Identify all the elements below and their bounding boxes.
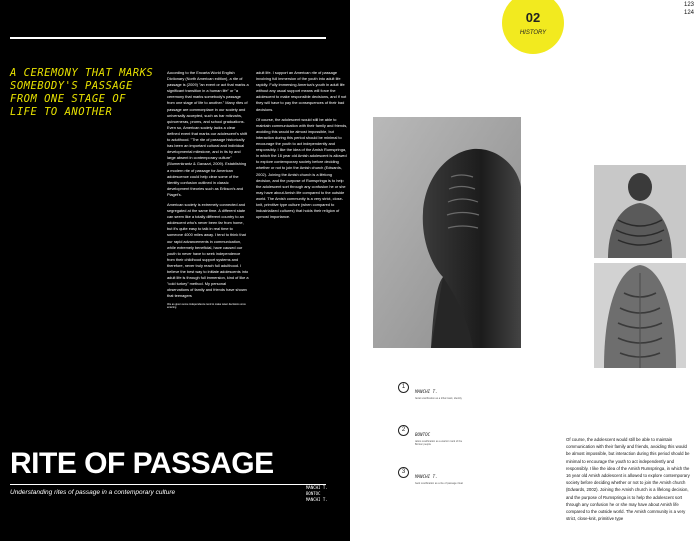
body-paragraph: adult life. I support an American rite of passage involving full immersion of the youth into adult life rapidly. Fully immersing America's youth in adult life without any usual support means will force the adolescent to make responsible decisions, and if not they will have to pay the consequences of their bad decisions.: [256, 70, 347, 112]
tattooed-man-photo: [594, 165, 686, 258]
top-rule: [10, 37, 326, 39]
caption-name: MANCHI T.: [415, 389, 438, 394]
bottom-rule: [10, 484, 326, 485]
caption-name: BONTOC: [415, 432, 431, 437]
section-number: 02: [525, 10, 541, 25]
page-title: RITE OF PASSAGE: [10, 447, 274, 480]
caption-name: MANCHI T.: [415, 474, 438, 479]
body-footnote: this as given some independence tend to make wiser decisions once entering: [167, 303, 246, 310]
body-column-2: [256, 70, 348, 224]
profile-portrait-photo: [373, 117, 521, 348]
page-number: 123: [683, 2, 694, 8]
back-scarification-photo: [594, 263, 686, 368]
body-paragraph: According to the Encarta World English Dictionary (North American edition), a rite of passage is (2009) "an event or act that marks a significant transition in a human life" or "a ceremony that marks somebody's passage from one stage of life to another." Many rites of passage are commonplace in our society and universally accepted, such as bar mitzvahs, quinceneras, proms, and school graduations. Even so, American society lacks a clear defined event that marks our adolescent's shift to adulthood. "The rite of passage historically has been an important cultural and individual developmental milestone, and in its by and large absent in contemporary culture" (Blumenkrantz & Gavazzi, 2009). Establishing a modern rite of passage for American adolescence could help clear some of the identity confusion outlined in classic development theories such as Erikson's and Piaget's.: [167, 70, 249, 197]
body-paragraph: Of course, the adolescent would still be able to maintain communication with their family and friends, avoiding this would be almost impossible, but interaction during this period should be minimal to encourage the youth to act independently and responsibly. I like the idea of the Amish Rumspringa, in which the 16 year old Amish adolescent is allowed to explore contemporary society before deciding whether or not to join the Amish church (Edwards, 2002). Joining the Amish church is a lifelong decision, and the purpose of Rumspringa is to help the adolescent sort through any confusion he or she may have about Amish life compared to the outside world. The Amish community is a very strict, close-knit, primitive type culture (when compared to industrialized cultures) that holds their religion of upmost importance.: [256, 116, 348, 220]
caption-number: 2: [398, 425, 409, 436]
page-number: 124: [683, 10, 694, 16]
caption-number: 1: [398, 382, 409, 393]
right-page: [350, 0, 700, 541]
caption-item: BONTOC: [306, 491, 321, 496]
right-body-column: Of course, the adolescent would still be able to maintain communication with their family and friends, avoiding this would be almost impossible, but interaction during this period should be minimal to encourage the youth to act independently and responsibly. I like the idea of the Amish Rumspringa, in which the 16 year old Amish adolescent is allowed to explore contemporary society before deciding whether or not to join the Amish church (Edwards, 2002). Joining the Amish church is a lifelong decision, and the purpose of Rumspringa is to help the adolescent sort through any confusion he or she may have about Amish life compared to the outside world. The Amish community is a very strict, close-knit, primitive type: [566, 437, 690, 522]
caption-description: back scarification as a rite of passage ritual: [415, 482, 463, 485]
caption-description: facial scarification as a tribal mark, identity: [415, 397, 462, 400]
caption-item: MANCHI T.: [306, 485, 328, 490]
page-numbers: [684, 1, 694, 17]
caption-list: [306, 485, 328, 503]
body-paragraph: American society is extremely connected and segregated at the same time. A different state can seem like a totally different country to an adolescent who's never been far from home, but it's quite easy to talk in real time to someone 4000 miles away. I tend to think that our rapid advancements in communication, while extremely beneficial, have caused our youth to never have to seek independence from their childhood support systems and therefore, never truly reach full adulthood. I believe the best way to initiate adolescents into adult life is through full immersion, kind of like a "cold turkey" method. My personal observations of family and friends have shown that teenagers: [167, 201, 249, 299]
section-label: HISTORY: [519, 30, 547, 36]
caption-description: tattoo scarification as a warrior mark of the Bontoc people: [415, 440, 463, 447]
section-badge: [502, 0, 564, 54]
page-subtitle: Understanding rites of passage in a contemporary culture: [10, 489, 176, 496]
caption-item: MANCHI T.: [306, 497, 328, 502]
caption-number: 3: [398, 467, 409, 478]
body-column-1: [167, 70, 249, 313]
pull-quote: A CEREMONY THAT MARKS SOMEBODY'S PASSAGE FROM ONE STAGE OF LIFE TO ANOTHER: [10, 67, 154, 118]
